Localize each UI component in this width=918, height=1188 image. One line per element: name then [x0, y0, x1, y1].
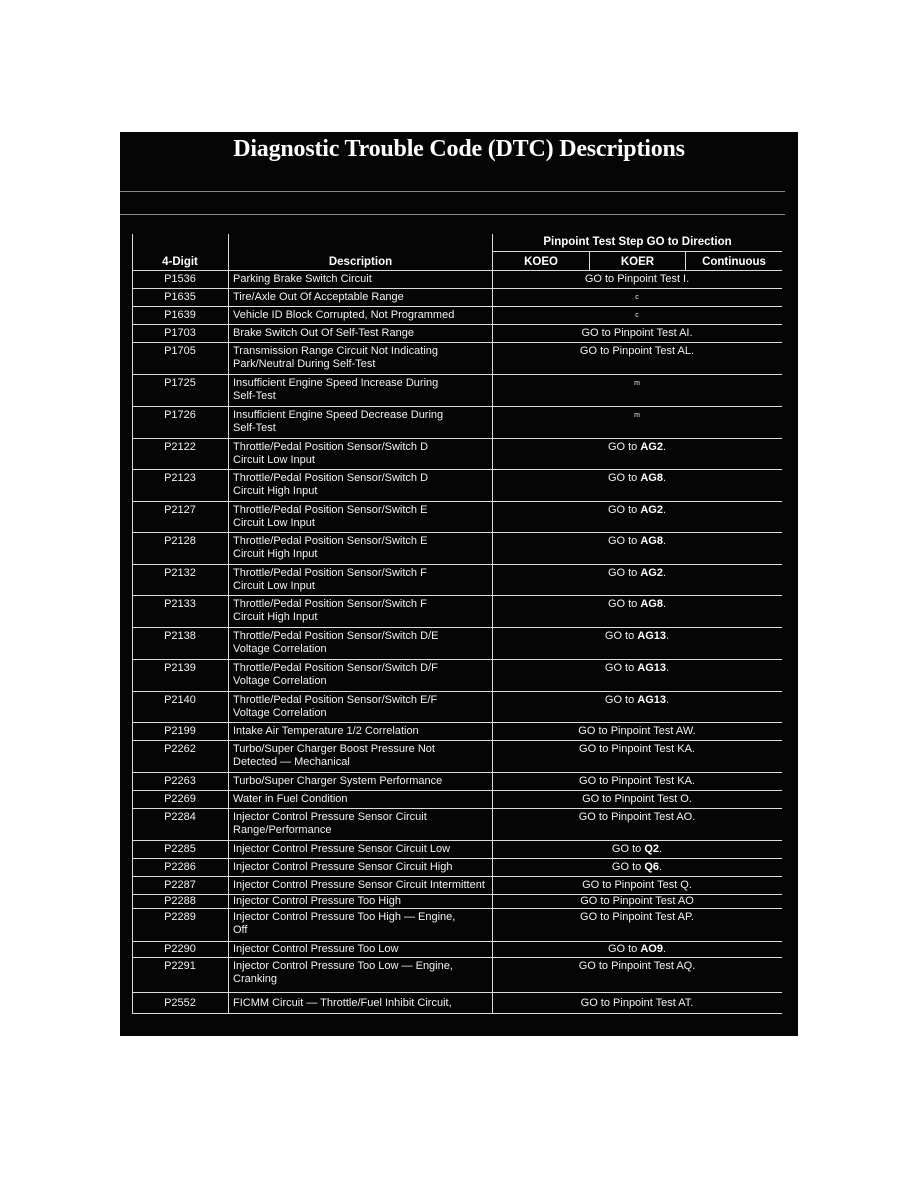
description-line-1: Injector Control Pressure Too Low — Engine,	[233, 960, 453, 972]
dtc-code: P1635	[164, 291, 196, 303]
dtc-code: P2128	[164, 535, 196, 547]
test-step: AG13	[637, 630, 667, 642]
description-line-2: Circuit High Input	[233, 485, 318, 497]
description-line-1: Vehicle ID Block Corrupted, Not Programmed	[233, 309, 455, 321]
go-to-suffix: .	[662, 472, 667, 484]
dtc-code: P2291	[164, 960, 196, 972]
test-step: AG8	[640, 472, 663, 484]
dtc-code: P2140	[164, 694, 196, 706]
dtc-code: P2122	[164, 441, 196, 453]
description-line-2: Off	[233, 924, 248, 936]
description-line-1: Tire/Axle Out Of Acceptable Range	[233, 291, 404, 303]
go-to-direction: GO to Pinpoint Test KA.	[579, 743, 695, 755]
dtc-code: P2289	[164, 911, 196, 923]
description-line-2: Circuit Low Input	[233, 454, 315, 466]
description-line-2: Circuit Low Input	[233, 517, 315, 529]
footnote-marker: m	[634, 412, 640, 419]
dtc-code: P1725	[164, 377, 196, 389]
description-line-2: Self-Test	[233, 390, 276, 402]
go-to-direction: GO to Pinpoint Test AQ.	[578, 960, 696, 972]
description-line-1: Injector Control Pressure Too High	[233, 895, 401, 907]
go-to-suffix: .	[662, 504, 667, 516]
description-line-1: Injector Control Pressure Sensor Circuit High	[233, 861, 453, 873]
test-step: AG8	[640, 535, 663, 547]
description-line-1: Injector Control Pressure Sensor Circuit Intermittent	[233, 879, 485, 891]
go-to-suffix: .	[666, 630, 670, 642]
description-line-2: Circuit High Input	[233, 611, 318, 623]
go-to-direction: GO to Pinpoint Test AO.	[578, 811, 696, 823]
go-to-suffix: .	[662, 535, 667, 547]
dtc-code: P2133	[164, 598, 196, 610]
description-line-2: Self-Test	[233, 422, 276, 434]
description-line-1: Throttle/Pedal Position Sensor/Switch E	[233, 535, 428, 547]
dtc-code: P2139	[164, 662, 196, 674]
description-line-2: Voltage Correlation	[233, 643, 327, 655]
dtc-code: P2552	[164, 997, 196, 1009]
footnote-marker: m	[634, 380, 640, 387]
description-line-1: Intake Air Temperature 1/2 Correlation	[233, 725, 419, 737]
description-line-1: Brake Switch Out Of Self-Test Range	[233, 327, 414, 339]
description-line-2: Circuit Low Input	[233, 580, 315, 592]
description-line-2: Detected — Mechanical	[233, 756, 350, 768]
dtc-code: P2285	[164, 843, 196, 855]
go-to-direction: GO to Pinpoint Test Q.	[582, 879, 692, 891]
description-line-1: Injector Control Pressure Sensor Circuit Low	[233, 843, 451, 855]
header-continuous: Continuous	[702, 256, 766, 268]
dtc-code: P2199	[164, 725, 196, 737]
description-line-1: Turbo/Super Charger System Performance	[233, 775, 443, 787]
go-to-suffix: .	[662, 943, 667, 955]
description-line-2: Voltage Correlation	[233, 675, 327, 687]
go-to-prefix: GO to	[611, 861, 642, 873]
description-line-1: Injector Control Pressure Sensor Circuit	[233, 811, 427, 823]
description-line-1: Throttle/Pedal Position Sensor/Switch D	[233, 441, 429, 453]
description-line-1: Throttle/Pedal Position Sensor/Switch F	[233, 567, 427, 579]
test-step: AG8	[640, 598, 663, 610]
dtc-code: P2287	[164, 879, 196, 891]
dtc-code: P2263	[164, 775, 196, 787]
description-line-2: Range/Performance	[233, 824, 332, 836]
header-koeo: KOEO	[524, 256, 558, 268]
document-scan	[120, 132, 798, 1036]
header-4-digit: 4-Digit	[162, 256, 198, 268]
dtc-code: P1536	[164, 273, 196, 285]
go-to-prefix: GO to	[604, 694, 635, 706]
footnote-marker: c	[635, 312, 639, 319]
go-to-suffix: .	[659, 861, 663, 873]
go-to-direction: GO to Pinpoint Test AL.	[579, 345, 695, 357]
description-line-2: Park/Neutral During Self-Test	[233, 358, 376, 370]
description-line-1: FICMM Circuit — Throttle/Fuel Inhibit Circuit,	[233, 997, 452, 1009]
description-line-1: Turbo/Super Charger Boost Pressure Not	[233, 743, 435, 755]
go-to-suffix: .	[662, 598, 667, 610]
description-line-1: Injector Control Pressure Too Low	[233, 943, 399, 955]
description-line-1: Water in Fuel Condition	[233, 793, 348, 805]
dtc-code: P2132	[164, 567, 196, 579]
page-title: Diagnostic Trouble Code (DTC) Descriptions	[233, 136, 685, 162]
description-line-1: Throttle/Pedal Position Sensor/Switch E/F	[233, 694, 438, 706]
description-line-1: Throttle/Pedal Position Sensor/Switch E	[233, 504, 428, 516]
test-step: Q6	[644, 861, 660, 873]
dtc-code: P2138	[164, 630, 196, 642]
test-step: AG2	[640, 441, 663, 453]
go-to-direction: GO to Pinpoint Test AT.	[580, 997, 694, 1009]
go-to-suffix: .	[666, 662, 670, 674]
dtc-code: P2290	[164, 943, 196, 955]
test-step: AO9	[640, 943, 663, 955]
dtc-code: P2269	[164, 793, 196, 805]
description-line-1: Throttle/Pedal Position Sensor/Switch F	[233, 598, 427, 610]
go-to-suffix: .	[666, 694, 670, 706]
test-step: AG2	[640, 504, 663, 516]
go-to-prefix: GO to	[604, 662, 635, 674]
go-to-prefix: GO to	[607, 598, 638, 610]
go-to-direction: GO to Pinpoint Test AI.	[581, 327, 693, 339]
header-pinpoint-test: Pinpoint Test Step GO to Direction	[543, 236, 732, 248]
go-to-prefix: GO to	[607, 943, 638, 955]
table-frame	[132, 234, 782, 1014]
description-line-1: Insufficient Engine Speed Decrease During	[233, 409, 444, 421]
header-koer: KOER	[620, 256, 655, 268]
go-to-prefix: GO to	[607, 472, 638, 484]
dtc-code: P1639	[164, 309, 196, 321]
description-line-1: Insufficient Engine Speed Increase During	[233, 377, 439, 389]
description-line-1: Parking Brake Switch Circuit	[233, 273, 372, 285]
dtc-code: P1726	[164, 409, 196, 421]
go-to-prefix: GO to	[607, 504, 638, 516]
go-to-prefix: GO to	[607, 441, 638, 453]
dtc-code: P2288	[164, 895, 196, 907]
header-description: Description	[328, 256, 393, 268]
test-step: AG2	[640, 567, 663, 579]
dtc-code: P1705	[164, 345, 196, 357]
go-to-direction: GO to Pinpoint Test KA.	[579, 775, 695, 787]
dtc-code: P2286	[164, 861, 196, 873]
divider	[120, 214, 785, 215]
go-to-suffix: .	[662, 567, 667, 579]
dtc-code: P2127	[164, 504, 196, 516]
description-line-2: Cranking	[233, 973, 278, 985]
go-to-direction: GO to Pinpoint Test AP.	[580, 911, 694, 923]
footnote-marker: c	[635, 294, 639, 301]
go-to-direction: GO to Pinpoint Test I.	[584, 273, 690, 285]
dtc-code: P2123	[164, 472, 196, 484]
go-to-direction: GO to Pinpoint Test AW.	[578, 725, 696, 737]
go-to-direction: GO to Pinpoint Test AO	[580, 895, 694, 907]
go-to-suffix: .	[662, 441, 667, 453]
go-to-direction: GO to Pinpoint Test O.	[582, 793, 692, 805]
dtc-code: P1703	[164, 327, 196, 339]
description-line-2: Circuit High Input	[233, 548, 318, 560]
test-step: Q2	[644, 843, 660, 855]
go-to-prefix: GO to	[607, 567, 638, 579]
description-line-1: Transmission Range Circuit Not Indicating	[233, 345, 439, 357]
divider	[120, 191, 785, 192]
go-to-prefix: GO to	[604, 630, 635, 642]
description-line-1: Injector Control Pressure Too High — Engine,	[233, 911, 456, 923]
go-to-prefix: GO to	[611, 843, 642, 855]
dtc-code: P2284	[164, 811, 196, 823]
description-line-2: Voltage Correlation	[233, 707, 327, 719]
go-to-prefix: GO to	[607, 535, 638, 547]
test-step: AG13	[637, 662, 667, 674]
description-line-1: Throttle/Pedal Position Sensor/Switch D/E	[233, 630, 439, 642]
go-to-suffix: .	[659, 843, 663, 855]
test-step: AG13	[637, 694, 667, 706]
dtc-table	[132, 234, 782, 1014]
description-line-1: Throttle/Pedal Position Sensor/Switch D	[233, 472, 429, 484]
description-line-1: Throttle/Pedal Position Sensor/Switch D/F	[233, 662, 438, 674]
dtc-code: P2262	[164, 743, 196, 755]
